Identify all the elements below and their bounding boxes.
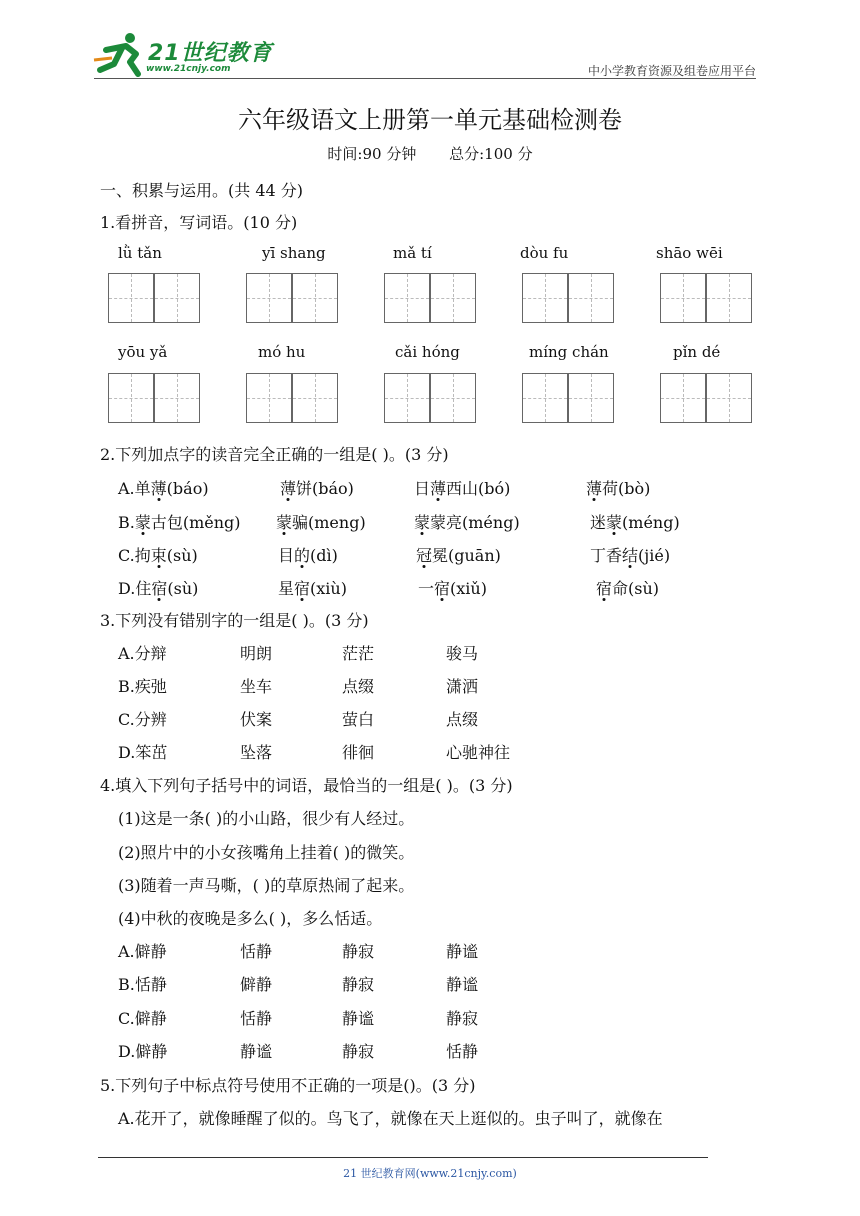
writing-box[interactable] (154, 273, 200, 323)
option-text: D.住 (118, 579, 152, 598)
option-word: 伏案 (240, 710, 273, 729)
option-text: 荷(bò) (602, 479, 651, 498)
pinyin-2-1: yōu yǎ (118, 343, 168, 361)
option-word: 萤白 (342, 710, 375, 729)
option-word: 僻静 (240, 975, 273, 994)
option-word: 静谧 (240, 1042, 273, 1061)
writing-box[interactable] (108, 373, 154, 423)
dotted-char: 蒙 (134, 513, 151, 532)
option-word: 恬静 (446, 1042, 479, 1061)
option-word: 心驰神往 (446, 743, 511, 762)
writing-box[interactable] (246, 373, 292, 423)
option-word: 潇洒 (446, 677, 479, 696)
pinyin-1-4: dòu fu (520, 244, 569, 262)
option-text: 冕(guān) (432, 546, 501, 565)
option-word: 徘徊 (342, 743, 375, 762)
writing-box[interactable] (660, 273, 706, 323)
dotted-char: 束 (150, 546, 167, 565)
option-text: B. (118, 513, 135, 532)
option-2a-3 (414, 476, 510, 499)
dotted-char: 蒙 (606, 513, 623, 532)
option-2d-1[interactable] (118, 576, 198, 599)
option-2c-2 (278, 543, 338, 566)
option-word: 静寂 (342, 1042, 375, 1061)
option-word: 坐车 (240, 677, 273, 696)
pinyin-1-1: lǜ tǎn (118, 244, 162, 262)
option-word: 静寂 (342, 975, 375, 994)
option-3c[interactable]: C.分辨 (118, 710, 167, 729)
option-text: 日 (414, 479, 431, 498)
page-title: 六年级语文上册第一单元基础检测卷 (238, 106, 622, 134)
writing-box[interactable] (384, 373, 430, 423)
option-word: 恬静 (240, 1009, 273, 1028)
header-divider (94, 78, 756, 79)
option-2d-2 (278, 576, 347, 599)
option-text: (sù) (167, 579, 199, 598)
pinyin-1-2: yī shang (262, 244, 326, 262)
option-word: 静谧 (342, 1009, 375, 1028)
footer-link[interactable]: 21 世纪教育网(www.21cnjy.com) (343, 1167, 517, 1180)
option-word: 茫茫 (342, 644, 375, 663)
question-3-stem: 3.下列没有错别字的一组是( )。(3 分) (100, 611, 369, 630)
option-2c-1[interactable] (118, 543, 198, 566)
option-word: 静寂 (342, 942, 375, 961)
time-limit: 时间:90 分钟 (327, 145, 417, 163)
option-text: 饼(báo) (296, 479, 354, 498)
pinyin-1-5: shāo wēi (656, 244, 723, 262)
option-2a-2 (280, 476, 354, 499)
sentence-1: (1)这是一条( )的小山路，很少有人经过。 (118, 809, 415, 828)
option-2b-4 (590, 510, 680, 533)
writing-box[interactable] (154, 373, 200, 423)
dotted-char: 薄 (430, 479, 447, 498)
option-4c[interactable]: C.僻静 (118, 1009, 167, 1028)
option-text: (báo) (166, 479, 209, 498)
option-4d[interactable]: D.僻静 (118, 1042, 168, 1061)
dotted-char: 宿 (294, 579, 311, 598)
option-word: 静谧 (446, 942, 479, 961)
question-5-stem: 5.下列句子中标点符号使用不正确的一项是()。(3 分) (100, 1076, 476, 1095)
writing-box[interactable] (384, 273, 430, 323)
footer-divider (98, 1157, 708, 1158)
option-2a-4 (586, 476, 650, 499)
option-text: 命(sù) (612, 579, 660, 598)
dotted-char: 宿 (151, 579, 168, 598)
option-3a[interactable]: A.分辩 (118, 644, 167, 663)
option-text: (jié) (638, 546, 671, 565)
option-2d-4 (596, 576, 659, 599)
sentence-2: (2)照片中的小女孩嘴角上挂着( )的微笑。 (118, 843, 415, 862)
option-text: 迷 (590, 513, 607, 532)
logo-runner-icon (92, 30, 152, 78)
option-2c-4 (590, 543, 670, 566)
writing-box[interactable] (430, 273, 476, 323)
option-word: 点缀 (342, 677, 375, 696)
option-text: (sù) (166, 546, 198, 565)
option-word: 坠落 (240, 743, 273, 762)
option-text: (xiù) (310, 579, 347, 598)
dotted-char: 结 (622, 546, 639, 565)
pinyin-2-3: cǎi hóng (395, 343, 460, 361)
dotted-char: 薄 (150, 479, 167, 498)
writing-box[interactable] (292, 373, 338, 423)
section-heading: 一、积累与运用。(共 44 分) (100, 181, 304, 200)
writing-box[interactable] (568, 373, 614, 423)
option-text: 蒙亮(méng) (430, 513, 520, 532)
option-text: 星 (278, 579, 295, 598)
exam-info (0, 143, 860, 164)
writing-box[interactable] (522, 373, 568, 423)
dotted-char: 薄 (280, 479, 297, 498)
option-word: 静谧 (446, 975, 479, 994)
platform-text: 中小学教育资源及组卷应用平台 (587, 64, 756, 78)
option-word: 恬静 (240, 942, 273, 961)
pinyin-1-3: mǎ tí (393, 244, 432, 262)
writing-box[interactable] (246, 273, 292, 323)
writing-box[interactable] (108, 273, 154, 323)
option-text: 目 (278, 546, 295, 565)
dotted-char: 蒙 (414, 513, 431, 532)
pinyin-2-4: míng chán (529, 343, 609, 361)
option-4b[interactable]: B.恬静 (118, 975, 167, 994)
option-text: 一 (418, 579, 435, 598)
dotted-char: 冠 (416, 546, 433, 565)
writing-box[interactable] (568, 273, 614, 323)
dotted-char: 薄 (586, 479, 603, 498)
question-1-stem: 1.看拼音，写词语。(10 分) (100, 213, 298, 232)
writing-box[interactable] (706, 373, 752, 423)
option-text: 骗(meng) (292, 513, 366, 532)
logo-text: 21世纪教育 (148, 41, 273, 66)
option-text: (xiǔ) (450, 579, 487, 598)
dotted-char: 的 (294, 546, 311, 565)
pinyin-2-2: mó hu (258, 343, 306, 361)
writing-box[interactable] (706, 273, 752, 323)
option-2b-1[interactable] (118, 510, 241, 533)
option-word: 点缀 (446, 710, 479, 729)
writing-box[interactable] (292, 273, 338, 323)
option-text: A.单 (118, 479, 151, 498)
writing-box[interactable] (430, 373, 476, 423)
logo-url: www.21cnjy.com (146, 64, 231, 74)
dotted-char: 宿 (434, 579, 451, 598)
option-5a[interactable]: A.花开了，就像睡醒了似的。鸟飞了，就像在天上逛似的。虫子叫了，就像在 (118, 1109, 663, 1128)
total-score: 总分:100 分 (449, 145, 533, 163)
option-3d[interactable]: D.笨茁 (118, 743, 168, 762)
option-word: 明朗 (240, 644, 273, 663)
option-2b-2 (276, 510, 366, 533)
sentence-3: (3)随着一声马嘶，( )的草原热闹了起来。 (118, 876, 415, 895)
option-text: 西山(bó) (446, 479, 511, 498)
option-word: 骏马 (446, 644, 479, 663)
question-2-stem: 2.下列加点字的读音完全正确的一组是( )。(3 分) (100, 445, 449, 464)
sentence-4: (4)中秋的夜晚是多么( )，多么恬适。 (118, 909, 383, 928)
option-text: 丁香 (590, 546, 623, 565)
option-text: 古包(měng) (150, 513, 241, 532)
option-word: 静寂 (446, 1009, 479, 1028)
writing-box[interactable] (660, 373, 706, 423)
option-2b-3 (414, 510, 520, 533)
option-text: (dì) (310, 546, 338, 565)
option-text: C.拘 (118, 546, 151, 565)
pinyin-2-5: pǐn dé (673, 343, 721, 361)
option-text: (méng) (622, 513, 680, 532)
option-2a-1[interactable] (118, 476, 209, 499)
option-2d-3 (418, 576, 487, 599)
dotted-char: 宿 (596, 579, 613, 598)
option-2c-3 (416, 543, 501, 566)
question-4-stem: 4.填入下列句子括号中的词语，最恰当的一组是( )。(3 分) (100, 776, 513, 795)
option-3b[interactable]: B.疾弛 (118, 677, 167, 696)
option-4a[interactable]: A.僻静 (118, 942, 167, 961)
writing-box[interactable] (522, 273, 568, 323)
dotted-char: 蒙 (276, 513, 293, 532)
